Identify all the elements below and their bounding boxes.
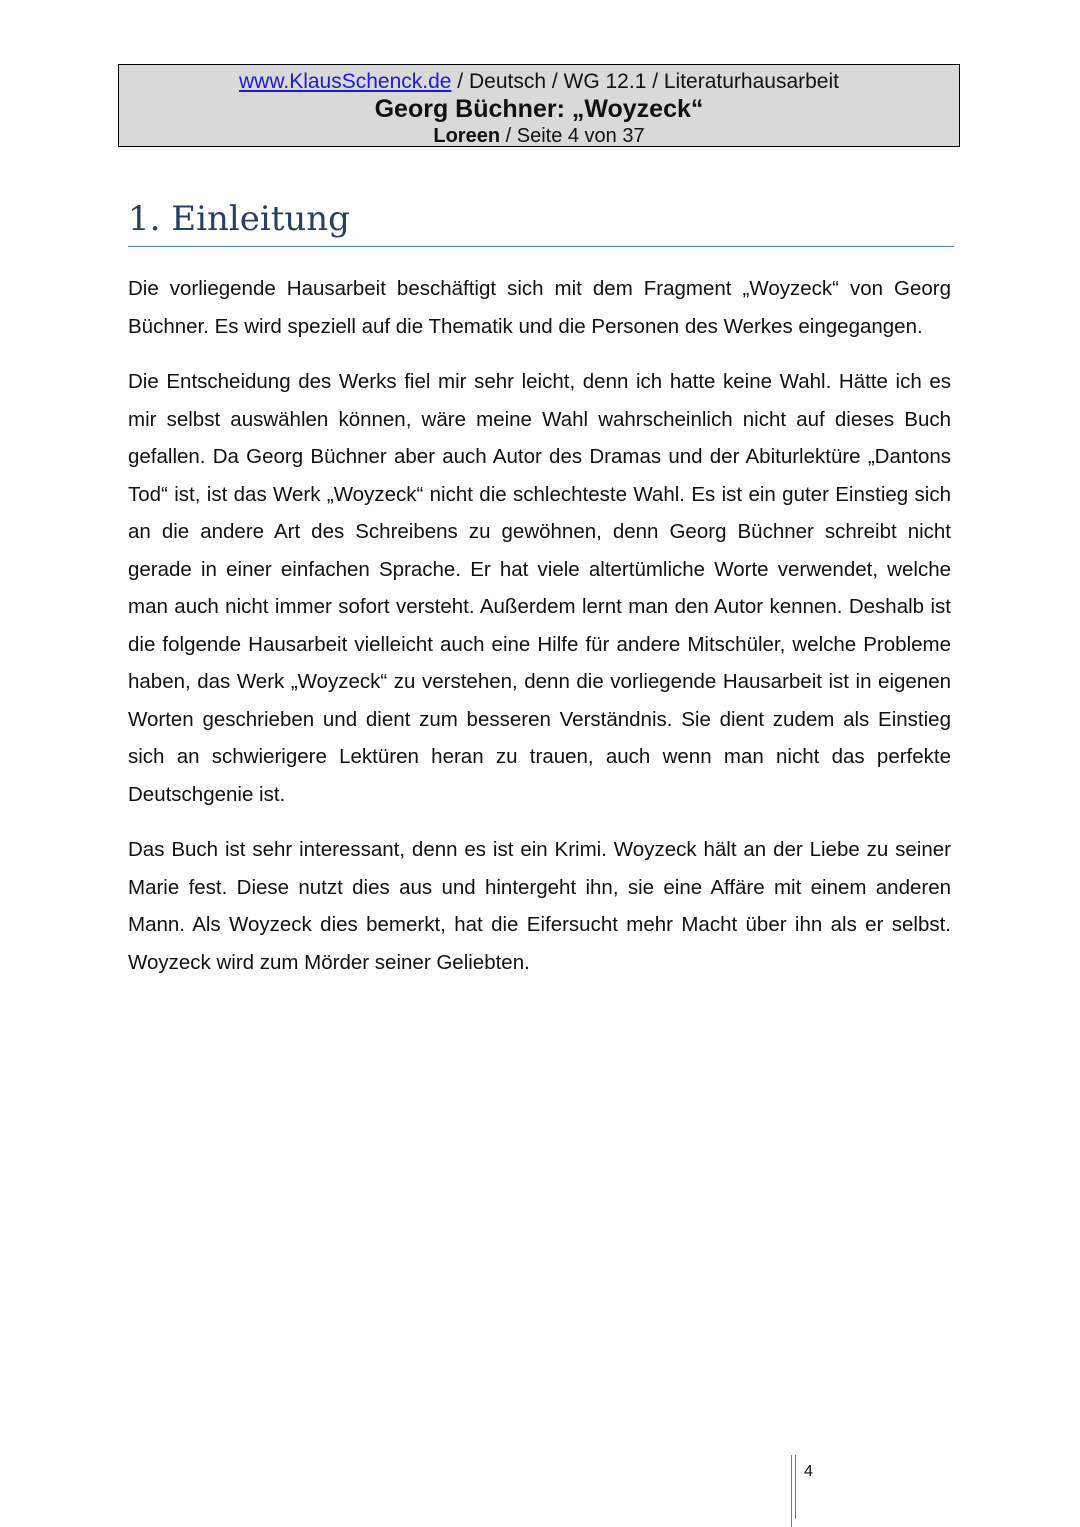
section-body <box>128 270 951 999</box>
paragraph: Die Entscheidung des Werks fiel mir sehr leicht, denn ich hatte keine Wahl. Hätte ich es mir selbst auswählen können, wäre meine Wahl wahrscheinlich nicht auf dieses Buch gefallen. Da Georg Büchner aber auch Autor des Dramas und der Abiturlektüre „Dantons Tod“ ist, ist das Werk „Woyzeck“ nicht die schlechteste Wahl. Es ist ein guter Einstieg sich an die andere Art des Schreibens zu gewöhnen, denn Georg Büchner schreibt nicht gerade in einer einfachen Sprache. Er hat viele altertümliche Worte verwendet, welche man auch nicht immer sofort versteht. Außerdem lernt man den Autor kennen. Deshalb ist die folgende Hausarbeit vielleicht auch eine Hilfe für andere Mitschüler, welche Probleme haben, das Werk „Woyzeck“ zu verstehen, denn die vorliegende Hausarbeit ist in eigenen Worten geschrieben und dient zum besseren Verständnis. Sie dient zudem als Einstieg sich an schwierigere Lektüren heran zu trauen, auch wenn man nicht das perfekte Deutschgenie ist. <box>128 370 951 806</box>
header-source-line <box>119 69 959 95</box>
website-link[interactable]: www.KlausSchenck.de <box>239 70 452 93</box>
section-heading: 1. Einleitung <box>128 196 954 247</box>
page-number: 4 <box>795 1455 813 1519</box>
page-number-marker <box>791 1455 813 1527</box>
header-author-line <box>119 124 959 149</box>
paragraph: Die vorliegende Hausarbeit beschäftigt sich mit dem Fragment „Woyzeck“ von Georg Büchner. Es wird speziell auf die Thematik und die Personen des Werkes eingegangen. <box>128 277 951 338</box>
paragraph: Das Buch ist sehr interessant, denn es ist ein Krimi. Woyzeck hält an der Liebe zu seiner Marie fest. Diese nutzt dies aus und hintergeht ihn, sie eine Affäre mit einem anderen Mann. Als Woyzeck dies bemerkt, hat die Eifersucht mehr Macht über ihn als er selbst. Woyzeck wird zum Mörder seiner Geliebten. <box>128 838 951 974</box>
document-title: Georg Büchner: „Woyzeck“ <box>374 95 704 123</box>
page-info: / Seite 4 von 37 <box>500 125 645 147</box>
author-name: Loreen <box>433 125 501 147</box>
header-path: / Deutsch / WG 12.1 / Literaturhausarbeit <box>451 70 839 93</box>
document-header <box>118 64 960 147</box>
